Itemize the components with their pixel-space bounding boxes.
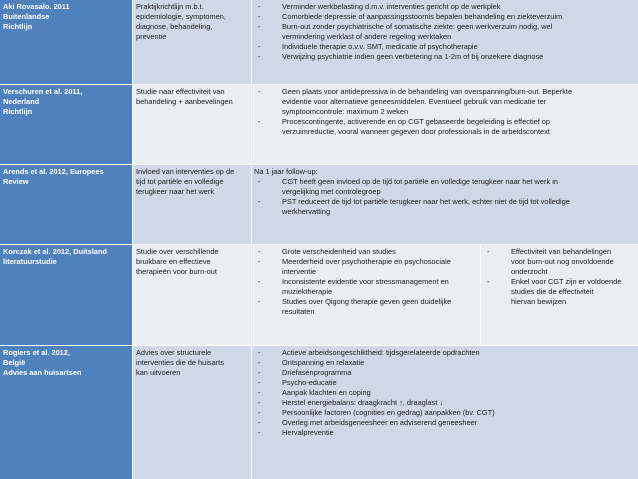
study-type-cell <box>133 245 251 345</box>
finding-line: symptoomcontrole: maximum 2 weken <box>282 107 409 116</box>
source-line: literatuurstudie <box>3 257 57 266</box>
finding-line: vermindering werklast of andere regeling werktaken <box>282 32 452 41</box>
source-line: Rogiers et al. 2012, <box>3 348 70 357</box>
finding-line: Overleg met arbeidsgeneesheer en adviserend geneesheer <box>282 418 478 427</box>
finding-item <box>254 197 634 217</box>
findings-cell <box>252 85 638 164</box>
bullet-dash: - <box>258 197 261 206</box>
source-line: Arends et al. 2012, Europees <box>3 167 104 176</box>
finding-line: Procescontingente, activerende en op CGT gebaseerde begeleiding is effectief op <box>282 117 551 126</box>
study-type-line: Studie over verschillende <box>136 247 219 256</box>
finding-line: Grote verscheidenheid van studies <box>282 247 396 256</box>
study-type-line: Invloed van interventies op de <box>136 167 235 176</box>
bullet-dash: - <box>258 378 261 387</box>
study-type-line: preventie <box>136 32 167 41</box>
conclusion-item <box>483 277 634 307</box>
finding-line: resultaten <box>282 307 315 316</box>
conclusion-line: Effectiviteit van behandelingen <box>511 247 612 256</box>
source-line: Review <box>3 177 29 186</box>
study-type-cell <box>133 165 251 244</box>
finding-item <box>254 348 634 358</box>
study-type-line: Studie naar effectiviteit van <box>136 87 225 96</box>
finding-line: Ontspanning en relaxatie <box>282 358 365 367</box>
finding-line: Comorbiede depressie of aanpassingsstoornis bepalen behandeling en ziekteverzuim <box>282 12 563 21</box>
findings-cell <box>252 0 638 84</box>
source-line: Richtlijn <box>3 107 33 116</box>
finding-item <box>254 257 476 277</box>
bullet-dash: - <box>258 297 261 306</box>
finding-line: CGT heeft geen invloed op de tijd tot partiële en volledige terugkeer naar het werk in <box>282 177 558 186</box>
source-cell <box>0 0 132 84</box>
finding-line: evidentie voor alternatieve geneesmiddelen. Eventueel gebruik van medicatie ter <box>282 97 547 106</box>
finding-line: PST reduceert de tijd tot partiële terugkeer naar het werk, echter niet de tijd tot volledige <box>282 197 570 206</box>
source-line: Verschuren et al. 2011, <box>3 87 83 96</box>
bullet-dash: - <box>258 52 261 61</box>
bullet-dash: - <box>258 177 261 186</box>
bullet-dash: - <box>487 247 490 256</box>
finding-item <box>254 12 634 22</box>
bullet-dash: - <box>258 348 261 357</box>
bullet-dash: - <box>258 2 261 11</box>
finding-line: vergelijking met controlegroep <box>282 187 381 196</box>
study-type-cell <box>133 85 251 164</box>
finding-line: Verminder werkbelasting d.m.v. interventies gericht op de werkplek <box>282 2 501 11</box>
finding-item <box>254 22 634 42</box>
study-type-line: therapieën voor burn-out <box>136 267 217 276</box>
bullet-dash: - <box>487 277 490 286</box>
bullet-dash: - <box>258 257 261 266</box>
bullet-dash: - <box>258 418 261 427</box>
finding-line: Individuele therapie o.v.v. SMT, medicatie of psychotherapie <box>282 42 478 51</box>
bullet-dash: - <box>258 12 261 21</box>
bullet-dash: - <box>258 87 261 96</box>
finding-line: verzuimreductie, vooral wanneer gegeven door professionals in de arbeidscontext <box>282 127 550 136</box>
study-type-line: behandeling + aanbevelingen <box>136 97 233 106</box>
source-line: België <box>3 358 26 367</box>
finding-line: Geen plaats voor antidepressiva in de behandeling van overspanning/burn-out. Beperkte <box>282 87 573 96</box>
study-type-line: tijd tot partiële en volledige <box>136 177 224 186</box>
table-row <box>0 85 638 165</box>
study-type-cell <box>133 0 251 84</box>
finding-line: Herstel energiebalans: draagkracht ↑, draaglast ↓ <box>282 398 444 407</box>
conclusion-line: hiervan bewijzen <box>511 297 567 306</box>
study-type-line: Praktijkrichtlijn m.b.t. <box>136 2 204 11</box>
findings-cell <box>252 245 480 345</box>
finding-item <box>254 358 634 368</box>
bullet-dash: - <box>258 428 261 437</box>
source-cell <box>0 245 132 345</box>
bullet-dash: - <box>258 247 261 256</box>
finding-item <box>254 52 634 62</box>
finding-line: Psycho-educatie <box>282 378 337 387</box>
bullet-dash: - <box>258 388 261 397</box>
study-type-line: diagnose, behandeling, <box>136 22 213 31</box>
finding-item <box>254 247 476 257</box>
findings-cell <box>252 346 638 479</box>
source-line: Nederland <box>3 97 40 106</box>
conclusion-line: studies die de effectiviteit <box>511 287 594 296</box>
bullet-dash: - <box>258 408 261 417</box>
conclusion-line: voor burn-out nog onvoldoende <box>511 257 614 266</box>
bullet-dash: - <box>258 368 261 377</box>
findings-intro: Na 1 jaar follow-up: <box>254 167 318 176</box>
table-row <box>0 165 638 245</box>
finding-item <box>254 378 634 388</box>
source-line: Richtlijn <box>3 22 33 31</box>
bullet-dash: - <box>258 22 261 31</box>
conclusion-cell <box>481 245 638 345</box>
finding-line: Burn-out zonder psychiatrische of somatische ziekte: geen werkverzuim nodig, wel <box>282 22 553 31</box>
source-line: Advies aan huisartsen <box>3 368 82 377</box>
finding-item <box>254 408 634 418</box>
finding-line: interventie <box>282 267 317 276</box>
study-type-line: bruikbare en effectieve <box>136 257 211 266</box>
finding-item <box>254 117 634 137</box>
finding-line: Persoonlijke factoren (cognities en gedrag) aanpakken (bv. CGT) <box>282 408 495 417</box>
finding-line: Studies over Qigong therapie geven geen duidelijke <box>282 297 452 306</box>
table-row <box>0 346 638 479</box>
finding-item <box>254 297 476 317</box>
bullet-dash: - <box>258 398 261 407</box>
finding-item <box>254 277 476 297</box>
bullet-dash: - <box>258 117 261 126</box>
source-cell <box>0 165 132 244</box>
finding-line: Hervalpreventie <box>282 428 334 437</box>
source-cell <box>0 346 132 479</box>
finding-line: Driefasenprogramma <box>282 368 352 377</box>
source-cell <box>0 85 132 164</box>
finding-line: Inconsistente evidentie voor stressmanagement en <box>282 277 449 286</box>
finding-item <box>254 2 634 12</box>
study-type-line: interventies die de huisarts <box>136 358 224 367</box>
finding-item <box>254 428 634 438</box>
finding-item <box>254 87 634 117</box>
study-type-line: kan uitvoeren <box>136 368 181 377</box>
finding-item <box>254 368 634 378</box>
finding-item <box>254 42 634 52</box>
findings-cell <box>252 165 638 244</box>
source-line: Korczak et al. 2012, Duitsland <box>3 247 107 256</box>
study-type-line: terugkeer naar het werk <box>136 187 215 196</box>
conclusion-item <box>483 247 634 277</box>
finding-item <box>254 418 634 428</box>
study-type-cell <box>133 346 251 479</box>
conclusion-line: onderzocht <box>511 267 548 276</box>
source-line: Buitenlandse <box>3 12 50 21</box>
finding-item <box>254 388 634 398</box>
finding-item <box>254 177 634 197</box>
source-line: Aki Rovasalo. 2011 <box>3 2 70 11</box>
finding-line: Verwijzing psychiatrie indien geen verbetering na 1-2m of bij onzekere diagnose <box>282 52 544 61</box>
conclusion-line: Enkel voor CGT zijn er voldoende <box>511 277 622 286</box>
finding-line: werkhervatting <box>282 207 331 216</box>
bullet-dash: - <box>258 358 261 367</box>
finding-line: Actieve arbeidsongeschiktheid: tijdsgerelateerde opdrachten <box>282 348 480 357</box>
bullet-dash: - <box>258 277 261 286</box>
table-row <box>0 245 638 346</box>
finding-line: Aanpak klachten en coping <box>282 388 371 397</box>
finding-item <box>254 398 634 408</box>
finding-line: Meerderheid over psychotherapie en psychosociale <box>282 257 451 266</box>
finding-line: muziektherapie <box>282 287 333 296</box>
bullet-dash: - <box>258 42 261 51</box>
study-type-line: Advies over structurele <box>136 348 212 357</box>
table-row <box>0 0 638 85</box>
study-type-line: epidemiologie, symptomen, <box>136 12 226 21</box>
